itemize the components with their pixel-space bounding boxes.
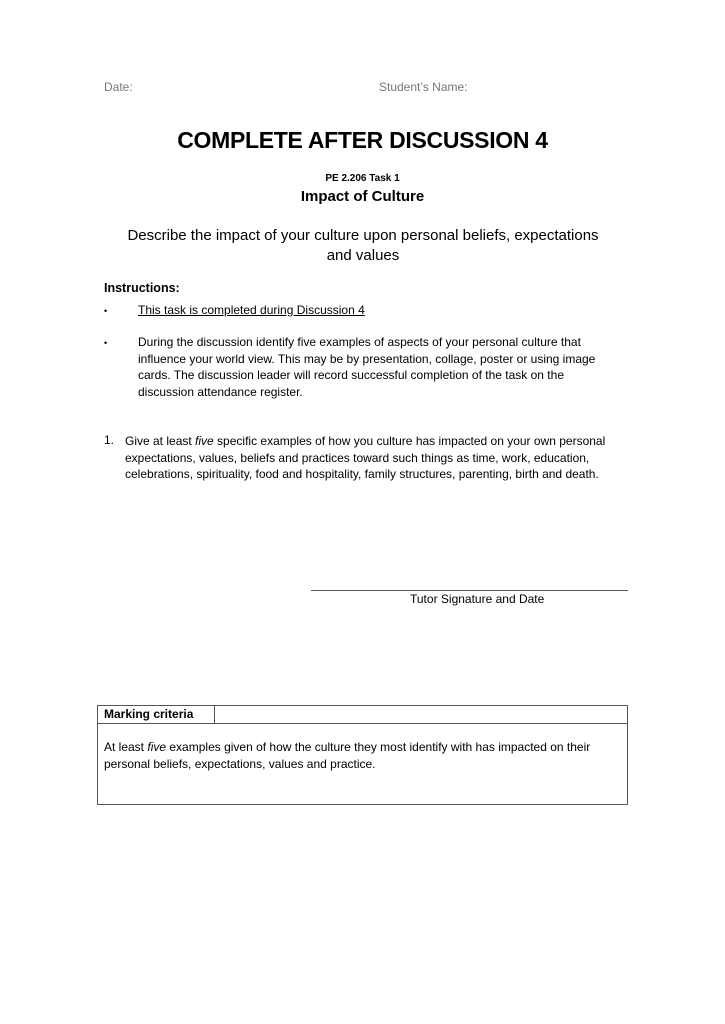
bullet-icon: •: [104, 338, 108, 348]
marking-criteria-table: [97, 705, 628, 805]
question-text: [125, 433, 625, 483]
question-text-end: specific examples of how you culture has impacted on your own personal expectations, values, beliefs and practices toward such things as time, work, education, celebrations, spirituality, food and hospitality, family structures, parenting, birth and death.: [125, 434, 606, 481]
marking-header-blank-cell: [215, 706, 627, 724]
marking-text-start: At least: [104, 740, 148, 754]
instructions-heading: Instructions:: [104, 281, 180, 295]
course-code: PE 2.206 Task 1: [325, 173, 400, 184]
page-title: COMPLETE AFTER DISCUSSION 4: [177, 127, 548, 153]
marking-criteria-text: [104, 739, 619, 773]
marking-text-end: examples given of how the culture they most identify with has impacted on their personal beliefs, expectations, values and practice.: [104, 740, 591, 771]
question-text-start: Give at least: [125, 434, 196, 448]
signature-line: [311, 590, 628, 591]
question-emphasis: five: [195, 434, 214, 448]
instruction-item-1: This task is completed during Discussion 4: [138, 303, 365, 317]
bullet-icon: •: [104, 306, 108, 316]
student-name-label: Student’s Name:: [379, 80, 468, 94]
instruction-item-2: During the discussion identify five examples of aspects of your personal culture that influence your world view. This may be by presentation, collage, poster or using image cards. The discussion leader will record successful completion of the task on the discussion attendance register.: [138, 335, 596, 399]
task-title: Impact of Culture: [300, 188, 425, 205]
signature-label: Tutor Signature and Date: [410, 592, 545, 606]
marking-emphasis: five: [147, 740, 167, 754]
marking-header: Marking criteria: [104, 707, 194, 721]
task-description: Describe the impact of your culture upon personal beliefs, expectations and values: [127, 227, 599, 264]
question-number: 1.: [104, 433, 115, 447]
marking-header-cell: [98, 706, 215, 724]
date-label: Date:: [104, 80, 133, 94]
